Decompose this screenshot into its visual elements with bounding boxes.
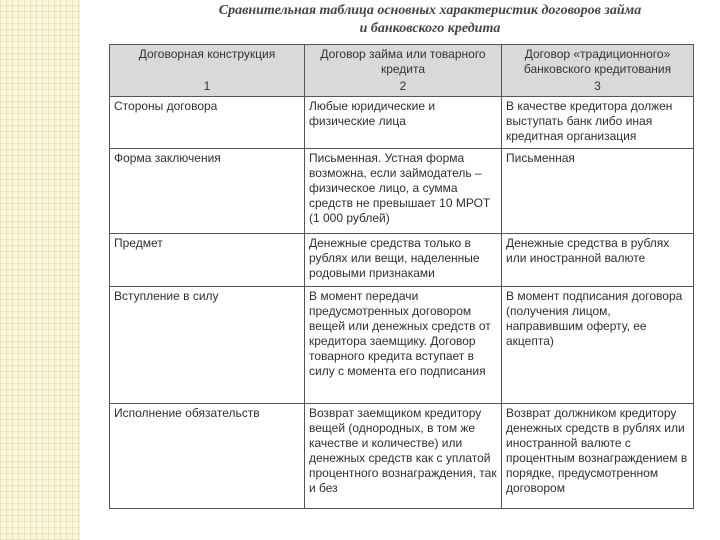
decorative-stripe (0, 0, 80, 540)
table-row (110, 234, 694, 287)
cell-loan: Письменная. Устная форма возможна, если займодатель – физическое лицо, а сумма средств не превышает 10 МРОТ (1 000 рублей) (305, 149, 502, 234)
table-row (110, 149, 694, 234)
cell-bank: В момент подписания договора (получения лицом, направившим оферту, ее акцепта) (502, 287, 694, 404)
table-row (110, 287, 694, 404)
header-number: 3 (594, 79, 601, 93)
header-number: 1 (203, 79, 211, 93)
title-line-2: и банковского кредита (359, 21, 501, 36)
cell-bank: Письменная (502, 149, 694, 234)
cell-loan: Денежные средства только в рублях или вещи, наделенные родовыми признаками (305, 234, 502, 287)
cell-loan: Любые юридические и физические лица (305, 97, 502, 149)
cell-bank: В качестве кредитора должен выступать банк либо иная кредитная организация (502, 97, 694, 149)
cell-loan: В момент передачи предусмотренных договором вещей или денежных средств от кредитора заемщику. Договор товарного кредита вступает в силу с момента его подписания (305, 287, 502, 404)
header-label: Договор займа или товарного кредита (320, 47, 486, 76)
cell-construction: Стороны договора (110, 97, 305, 149)
page-title (180, 2, 680, 38)
header-row (110, 45, 694, 97)
header-label: Договорная конструкция (138, 47, 276, 61)
cell-construction: Форма заключения (110, 149, 305, 234)
table-row (110, 97, 694, 149)
cell-construction: Исполнение обязательств (110, 404, 305, 509)
comparison-table (109, 44, 694, 509)
header-label: Договор «традиционного» банковского кредитования (523, 47, 672, 76)
cell-loan: Возврат заемщиком кредитору вещей (однородных, в том же качестве и количестве) или денежных средств как с уплатой процентного вознаграждения, так и без (305, 404, 502, 509)
header-construction (110, 45, 305, 97)
table-row (110, 404, 694, 509)
header-number: 2 (399, 79, 407, 93)
cell-construction: Вступление в силу (110, 287, 305, 404)
cell-bank: Денежные средства в рублях или иностранной валюте (502, 234, 694, 287)
cell-bank: Возврат должником кредитору денежных средств в рублях или иностранной валюте с процентным вознаграждением в порядке, предусмотренном договором (502, 404, 694, 509)
header-loan (305, 45, 502, 97)
cell-construction: Предмет (110, 234, 305, 287)
header-bank (502, 45, 694, 97)
title-line-1: Сравнительная таблица основных характеристик договоров займа (218, 3, 642, 18)
